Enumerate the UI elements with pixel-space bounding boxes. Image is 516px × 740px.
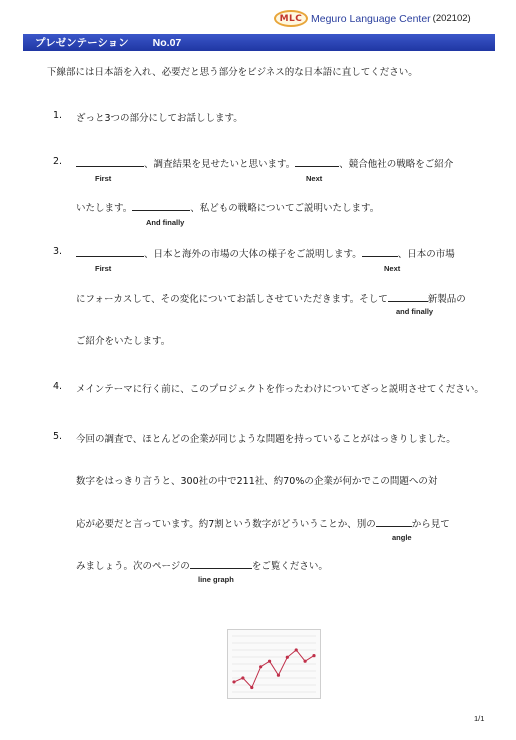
graph-point bbox=[268, 660, 271, 663]
hint-line-graph: line graph bbox=[198, 575, 234, 584]
item-3-line-1: 、日本と海外の市場の大体の様子をご説明します。 、日本の市場 bbox=[76, 246, 455, 260]
graph-point bbox=[277, 674, 280, 677]
logo bbox=[274, 10, 471, 27]
hint-next: Next bbox=[384, 264, 401, 273]
graph-point bbox=[286, 656, 289, 659]
item-5-line-3: 応が必要だと言っています。約7割という数字がどういうことか、別の から見て bbox=[76, 516, 450, 530]
answer-blank[interactable] bbox=[388, 291, 428, 302]
hint-first: First bbox=[95, 174, 112, 183]
item-3-line-3: ご紹介をいたします。 bbox=[76, 336, 171, 347]
title-bar bbox=[23, 34, 495, 51]
hint-and-finally: and finally bbox=[396, 307, 434, 316]
page-number: 1/1 bbox=[474, 714, 485, 723]
answer-blank[interactable] bbox=[132, 200, 190, 211]
page-title: プレゼンテーション bbox=[35, 37, 129, 49]
graph-point bbox=[259, 665, 262, 668]
item-5-line-1: 今回の調査で、ほとんどの企業が同じような問題を持っていることがはっきりしました。 bbox=[76, 434, 456, 445]
graph-point bbox=[312, 654, 315, 657]
item-5-line-4: みましょう。次のページの をご覧ください。 bbox=[76, 558, 328, 572]
graph-point bbox=[304, 660, 307, 663]
item-5-number: 5. bbox=[53, 431, 63, 442]
item-1-number: 1. bbox=[53, 110, 63, 121]
item-1-text: ざっと3つの部分にしてお話しします。 bbox=[76, 113, 243, 124]
graph-point bbox=[232, 680, 235, 683]
item-3-number: 3. bbox=[53, 246, 63, 257]
item-2-line-2: いたします。 、私どもの戦略についてご説明いたします。 bbox=[76, 200, 379, 214]
answer-blank[interactable] bbox=[190, 558, 252, 569]
mlc-badge: MLC bbox=[274, 10, 308, 27]
item-4-number: 4. bbox=[53, 381, 63, 392]
instructions: 下線部には日本語を入れ、必要だと思う部分をビジネス的な日本語に直してください。 bbox=[47, 67, 418, 78]
graph-point bbox=[250, 686, 253, 689]
item-2-number: 2. bbox=[53, 156, 63, 167]
center-name: Meguro Language Center bbox=[311, 12, 431, 25]
answer-blank[interactable] bbox=[362, 246, 398, 257]
line-graph-svg bbox=[228, 630, 320, 698]
answer-blank[interactable] bbox=[376, 516, 412, 527]
lesson-number: No.07 bbox=[152, 36, 182, 49]
answer-blank[interactable] bbox=[76, 246, 144, 257]
hint-next: Next bbox=[306, 174, 323, 183]
graph-point bbox=[295, 648, 298, 651]
graph-point bbox=[241, 676, 244, 679]
item-4-text: メインテーマに行く前に、このプロジェクトを作ったわけについてざっと説明させてください。 bbox=[76, 384, 484, 395]
item-5-line-2: 数字をはっきり言うと、300社の中で211社、約70%の企業が何かでこの問題への対 bbox=[76, 476, 438, 487]
hint-angle: angle bbox=[392, 533, 412, 542]
answer-blank[interactable] bbox=[76, 156, 144, 167]
hint-first: First bbox=[95, 264, 112, 273]
document-code: (202102) bbox=[432, 13, 471, 24]
line-graph-image bbox=[227, 629, 321, 699]
hint-and-finally: And finally bbox=[146, 218, 185, 227]
item-3-line-2: にフォーカスして、その変化についてお話しさせていただきます。そして 新製品の bbox=[76, 291, 466, 305]
graph-line bbox=[234, 650, 314, 688]
answer-blank[interactable] bbox=[295, 156, 339, 167]
item-2-line-1: 、調査結果を見せたいと思います。 、競合他社の戦略をご紹介 bbox=[76, 156, 453, 170]
